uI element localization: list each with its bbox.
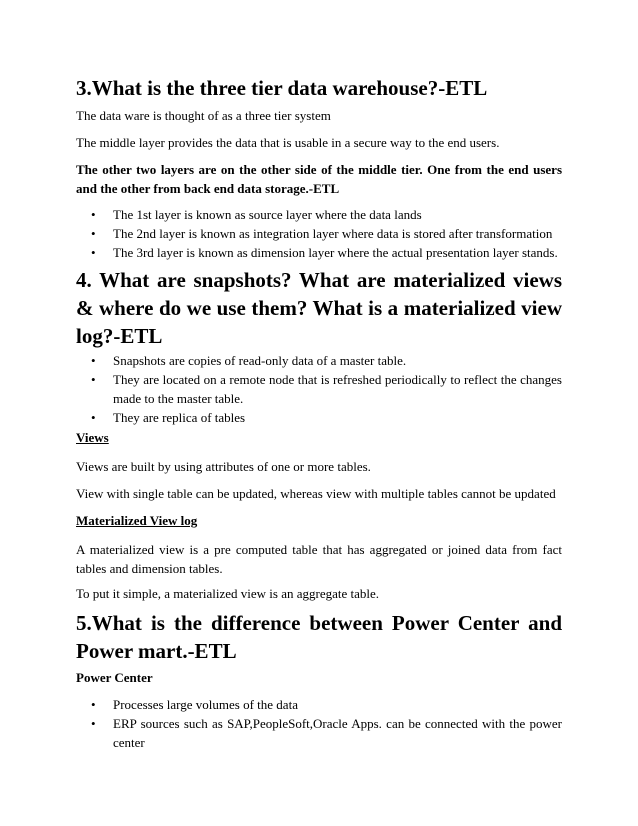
bullet-icon: • [91,716,96,731]
section-5-heading: 5.What is the difference between Power Center and Power mart.-ETL [76,611,562,663]
section-4-heading: 4. What are snapshots? What are materialized views & where do we use them? What is a materialized view log?-ETL [76,268,562,348]
list-item: • The 1st layer is known as source layer where the data lands [91,207,422,222]
list-item: • ERP sources such as SAP,PeopleSoft,Oracle Apps. can be connected with the power center [91,716,562,750]
section-3-paragraph-1: The data ware is thought of as a three tier system [76,108,331,123]
section-3-paragraph-3: The other two layers are on the other side of the middle tier. One from the end users and the other from back end data storage.-ETL [76,162,562,196]
list-item: • Snapshots are copies of read-only data of a master table. [91,353,407,368]
views-label: Views [76,430,109,445]
list-item: • They are replica of tables [91,410,246,425]
section-5-bullet-list [76,695,562,752]
materialized-view-paragraph-2: To put it simple, a materialized view is an aggregate table. [76,586,380,601]
bullet-icon: • [91,226,96,241]
power-center-subheading: Power Center [76,670,153,685]
bullet-icon: • [91,207,96,222]
bullet-icon: • [91,410,96,425]
list-item: • The 2nd layer is known as integration layer where data is stored after transformation [91,226,553,241]
materialized-view-log-label: Materialized View log [76,513,198,528]
list-item: • Processes large volumes of the data [91,697,298,712]
section-4-bullet-list [76,351,562,427]
list-item: • The 3rd layer is known as dimension layer where the actual presentation layer stands. [91,245,558,260]
views-paragraph-2: View with single table can be updated, whereas view with multiple tables cannot be updated [76,486,556,501]
bullet-icon: • [91,245,96,260]
section-3-paragraph-2: The middle layer provides the data that is usable in a secure way to the end users. [76,135,500,150]
section-3-bullet-list [76,205,562,262]
section-3-heading: 3.What is the three tier data warehouse?-ETL [76,76,488,100]
bullet-icon: • [91,353,96,368]
views-paragraph-1: Views are built by using attributes of one or more tables. [76,459,371,474]
list-item: • They are located on a remote node that is refreshed periodically to reflect the changes made to the master table. [91,372,562,406]
materialized-view-paragraph-1: A materialized view is a pre computed table that has aggregated or joined data from fact tables and dimension tables. [76,542,562,576]
bullet-icon: • [91,372,96,387]
bullet-icon: • [91,697,96,712]
